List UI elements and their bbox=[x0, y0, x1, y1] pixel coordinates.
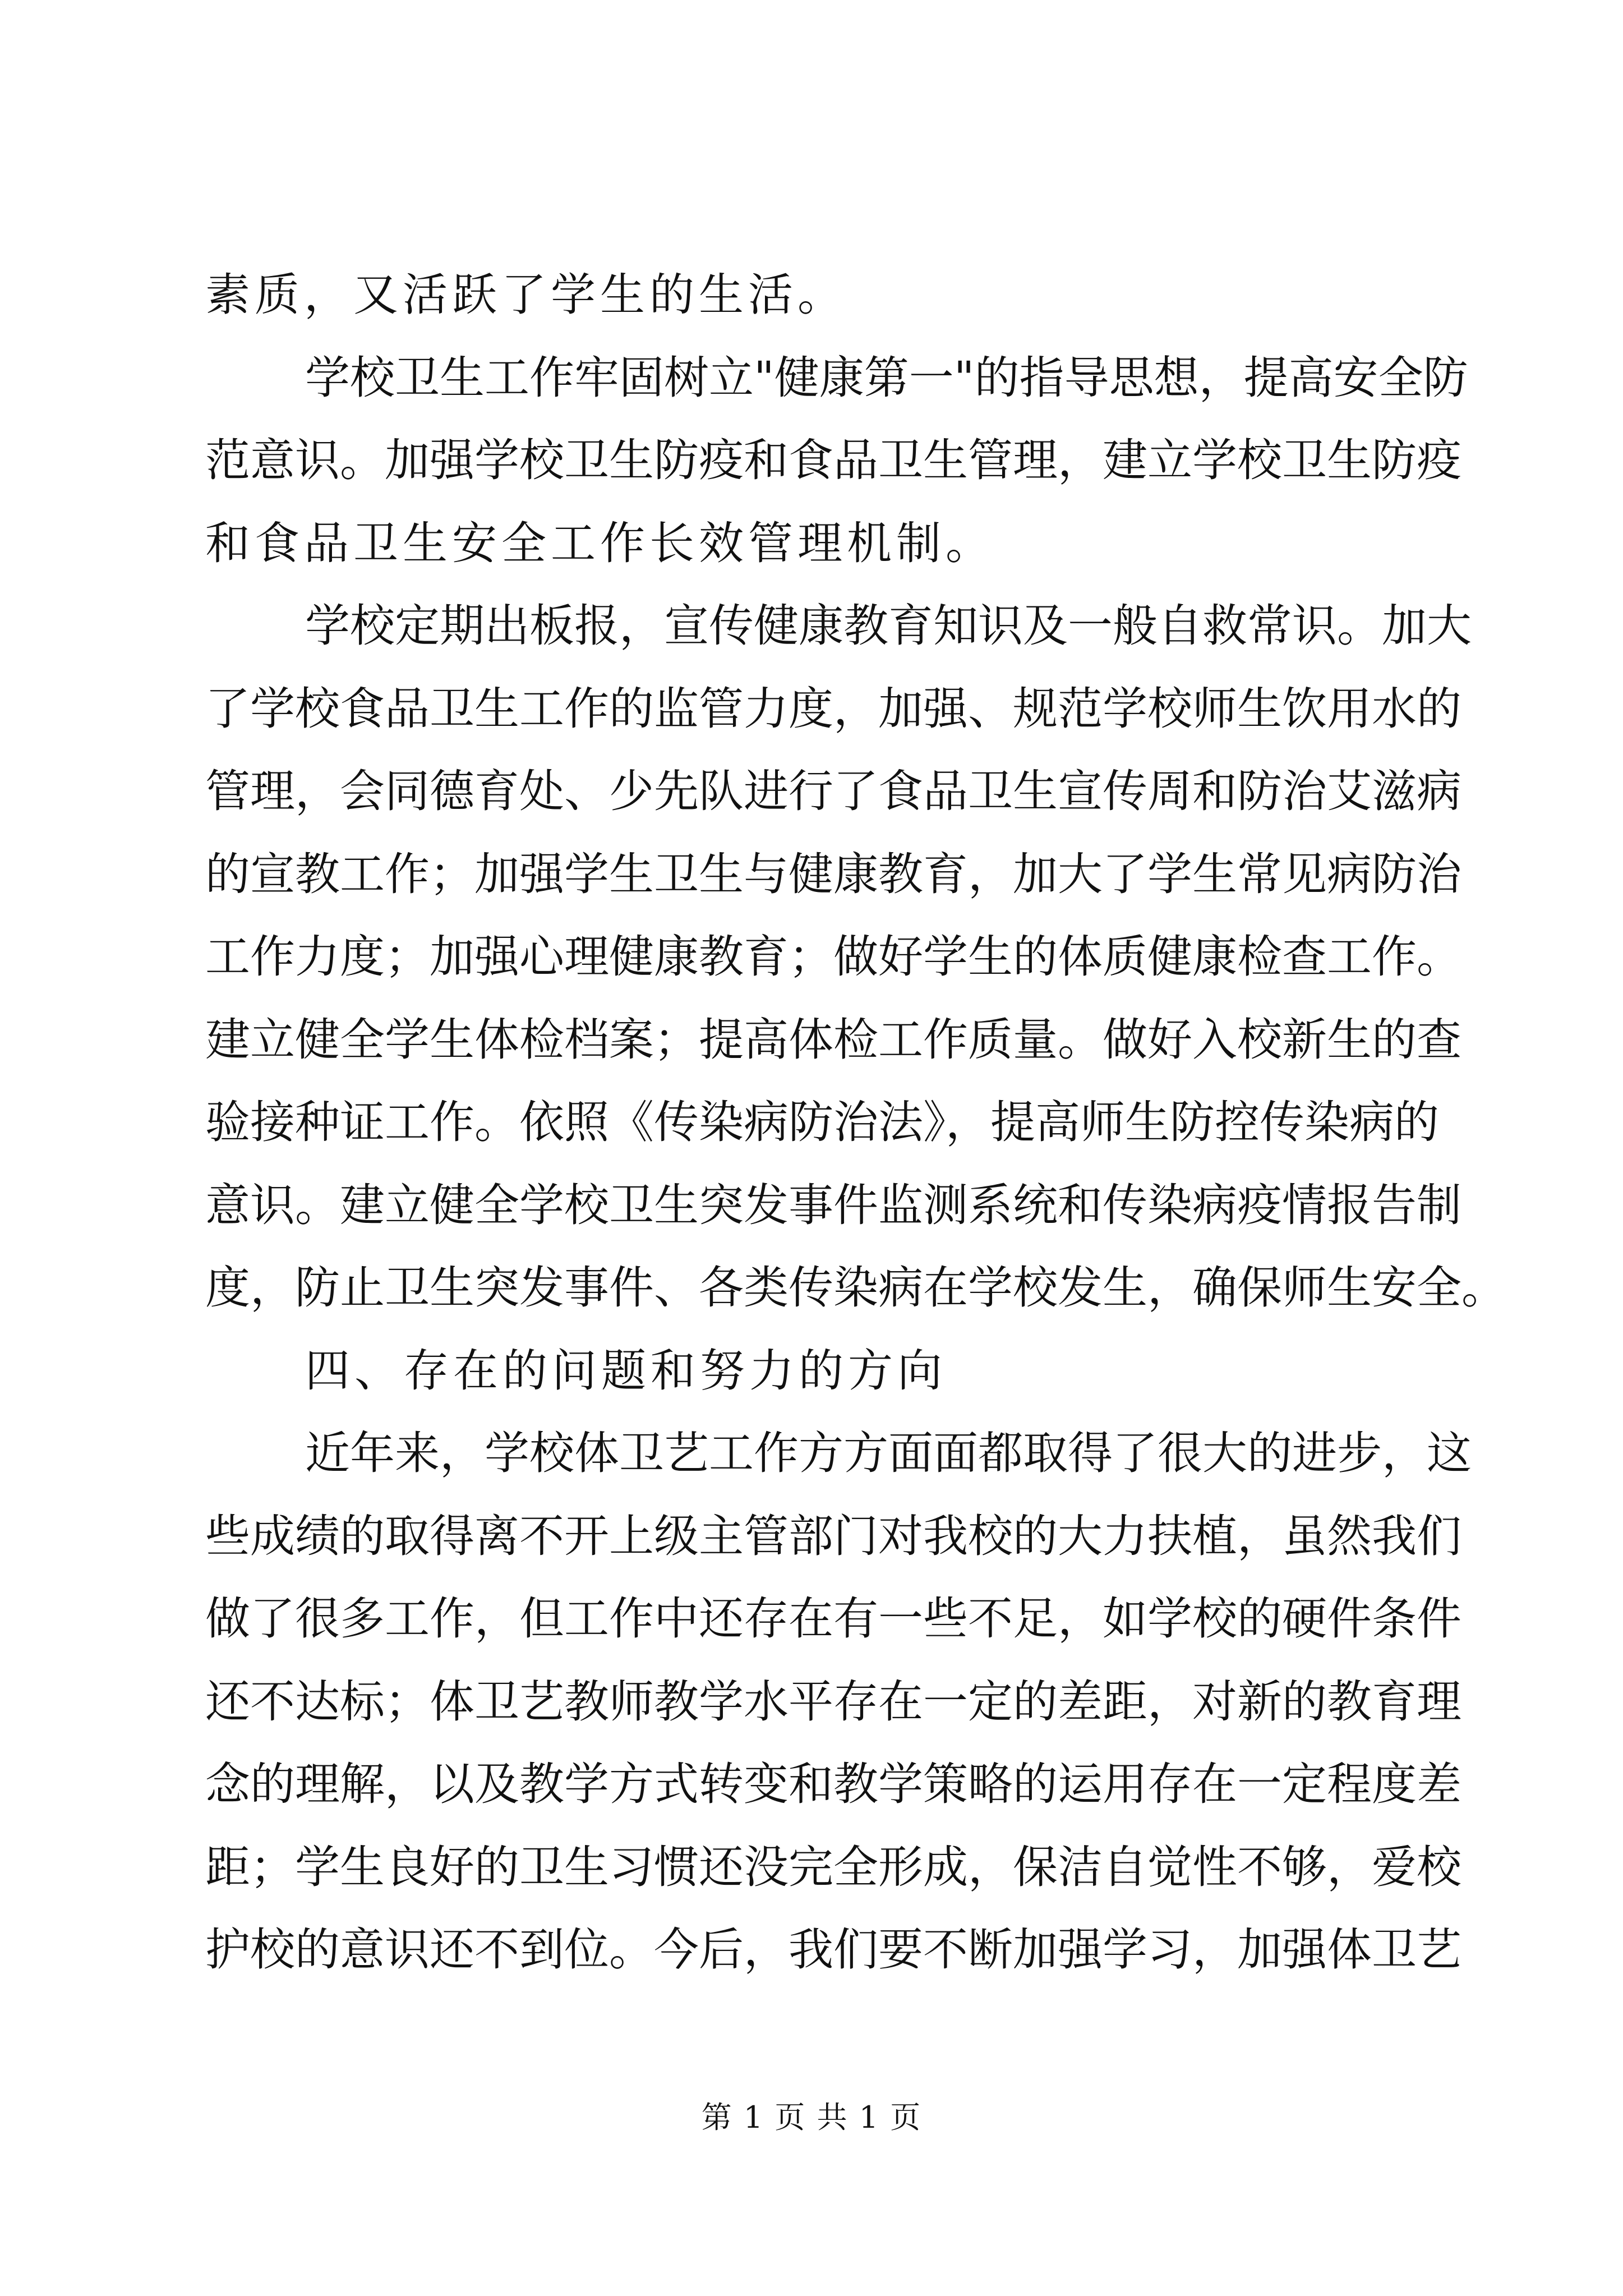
text-line: 些成绩的取得离不开上级主管部门对我校的大力扶植，虽然我们 bbox=[205, 1510, 1461, 1562]
text-line: 做了很多工作，但工作中还存在有一些不足，如学校的硬件条件 bbox=[205, 1593, 1461, 1645]
text-line: 还不达标；体卫艺教师教学水平存在一定的差距，对新的教育理 bbox=[205, 1675, 1461, 1728]
text-line: 建立健全学生体检档案；提高体检工作质量。做好入校新生的查 bbox=[205, 1013, 1461, 1066]
text-line: 护校的意识还不到位。今后，我们要不断加强学习，加强体卫艺 bbox=[205, 1924, 1461, 1976]
text-line: 管理，会同德育处、少先队进行了食品卫生宣传周和防治艾滋病 bbox=[205, 765, 1461, 817]
text-line: 学校定期出板报，宣传健康教育知识及一般自救常识。加大 bbox=[305, 600, 1472, 652]
text-line: 近年来，学校体卫艺工作方方面面都取得了很大的进步，这 bbox=[305, 1427, 1472, 1479]
text-line: 距；学生良好的卫生习惯还没完全形成，保洁自觉性不够，爱校 bbox=[205, 1841, 1461, 1893]
body-text bbox=[205, 254, 1506, 1991]
text-line: 范意识。加强学校卫生防疫和食品卫生管理，建立学校卫生防疫 bbox=[205, 434, 1461, 486]
text-line: 四、存在的问题和努力的方向 bbox=[305, 1344, 947, 1397]
text-line: 了学校食品卫生工作的监管力度，加强、规范学校师生饮用水的 bbox=[205, 682, 1461, 735]
text-line: 验接种证工作。依照《传染病防治法》，提高师生防控传染病的 bbox=[205, 1096, 1439, 1148]
text-line: 和食品卫生安全工作长效管理机制。 bbox=[205, 517, 995, 569]
text-line: 工作力度；加强心理健康教育；做好学生的体质健康检查工作。 bbox=[205, 931, 1461, 983]
text-line: 学校卫生工作牢固树立"健康第一"的指导思想，提高安全防 bbox=[305, 351, 1468, 404]
page-footer: 第 1 页 共 1 页 bbox=[701, 2100, 922, 2135]
text-line: 素质，又活跃了学生的生活。 bbox=[205, 269, 847, 321]
text-line: 的宣教工作；加强学生卫生与健康教育，加大了学生常见病防治 bbox=[205, 848, 1461, 900]
text-line: 念的理解，以及教学方式转变和教学策略的运用存在一定程度差 bbox=[205, 1758, 1461, 1810]
text-line: 意识。建立健全学校卫生突发事件监测系统和传染病疫情报告制 bbox=[205, 1179, 1461, 1231]
text-line: 度，防止卫生突发事件、各类传染病在学校发生，确保师生安全。 bbox=[205, 1262, 1506, 1314]
